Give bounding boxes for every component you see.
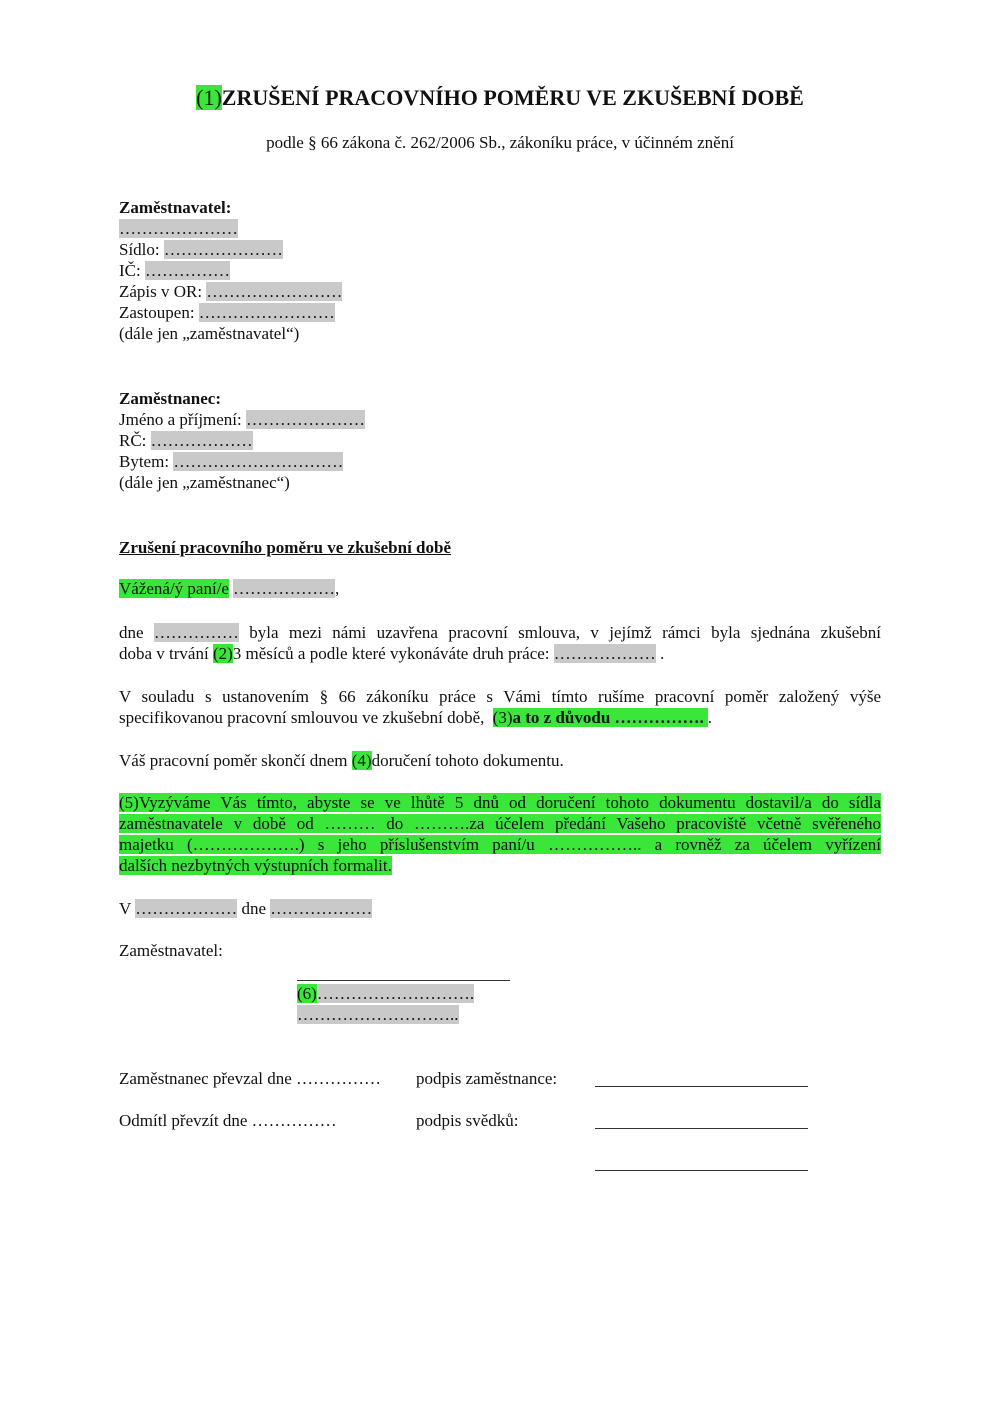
note-marker-6: (6) xyxy=(297,984,317,1003)
employee-rc-blank: ……………… xyxy=(150,431,253,450)
salutation xyxy=(119,578,339,599)
para2-line2-text: specifikovanou pracovní smlouvou ve zkušební době, xyxy=(119,708,485,727)
employer-signature-row1 xyxy=(297,983,474,1004)
witness-signature-line-2 xyxy=(595,1170,808,1171)
reason-label: a to z důvodu xyxy=(512,708,611,727)
employer-signature-label: Zaměstnavatel: xyxy=(119,941,223,960)
salutation-end: , xyxy=(334,579,340,598)
employer-rep-blank: …………………… xyxy=(198,303,335,322)
document-subtitle: podle § 66 zákona č. 262/2006 Sb., zákoníku práce, v účinném znění xyxy=(266,133,734,152)
witness-signature-line-1 xyxy=(595,1128,808,1129)
employer-name-blank: ………………… xyxy=(119,219,238,238)
received-row xyxy=(119,1068,381,1089)
salutation-blank: ……………… xyxy=(232,579,335,598)
employer-seat-label: Sídlo: xyxy=(119,240,160,259)
note-marker-2: (2) xyxy=(212,644,233,663)
employee-name-row xyxy=(119,409,365,430)
reason-highlight xyxy=(493,708,708,727)
section-heading: Zrušení pracovního poměru ve zkušební době xyxy=(119,538,452,557)
work-type-blank: ……………… xyxy=(553,644,656,663)
employer-rep-row xyxy=(119,302,335,323)
para1-line1-text: byla mezi námi uzavřena pracovní smlouva, v jejímž rámci byla sjednána zkušební xyxy=(249,623,882,642)
employee-address-blank: ………………………… xyxy=(173,452,344,471)
employer-name-row xyxy=(119,218,238,239)
para3-text: Váš pracovní poměr skončí dnem xyxy=(119,751,348,770)
place-date-row xyxy=(119,898,372,919)
employer-ic-blank: …………… xyxy=(144,261,230,280)
para1-date-label: dne xyxy=(119,623,144,642)
signature-title-blank: ……………………….. xyxy=(297,1005,459,1024)
employer-seat-row xyxy=(119,239,283,260)
signature-block-1 xyxy=(297,984,474,1003)
place-label: V xyxy=(119,899,131,918)
salutation-text: Vážená/ý paní/e xyxy=(119,579,229,598)
employer-rep-label: Zastoupen: xyxy=(119,303,195,322)
para4-line4 xyxy=(119,855,392,876)
received-date-blank: …………… xyxy=(296,1069,381,1088)
para3-post: doručení tohoto dokumentu. xyxy=(371,751,564,770)
para2-line1: V souladu s ustanovením § 66 zákoníku práce s Vámi tímto rušíme pracovní poměr založený výše xyxy=(119,687,881,706)
para4-line3 xyxy=(119,834,881,855)
refused-date-blank: …………… xyxy=(251,1111,337,1130)
employee-hereinafter: (dále jen „zaměstnanec“) xyxy=(119,473,290,492)
employee-sign-label: podpis zaměstnance: xyxy=(416,1069,558,1088)
para4-line1 xyxy=(119,792,881,813)
reason-blank: ……………. xyxy=(614,708,704,727)
para2-line2-end: . xyxy=(707,708,713,727)
note-marker-4: (4) xyxy=(351,751,372,770)
para3 xyxy=(119,750,564,771)
para1-line2-text: doba v trvání xyxy=(119,644,209,663)
employee-name-blank: ………………… xyxy=(246,410,366,429)
para4-line2 xyxy=(119,813,881,834)
para1-date-blank: …………… xyxy=(153,623,239,642)
received-label: Zaměstnanec převzal dne xyxy=(119,1069,292,1088)
employee-signature-line xyxy=(595,1086,808,1087)
employer-signature-row2 xyxy=(297,1004,459,1025)
para4-line3-text: majetku (……………….) s jeho příslušenstvím paní/u …………….. a rovněž za účelem vyřízení xyxy=(119,835,881,854)
note-marker-3: (3) xyxy=(492,708,513,727)
employee-rc-label: RČ: xyxy=(119,431,147,450)
para1-line2-mid: 3 měsíců a podle které vykonáváte druh práce: xyxy=(232,644,550,663)
employee-heading: Zaměstnanec: xyxy=(119,389,221,408)
employee-address-row xyxy=(119,451,343,472)
employer-hereinafter: (dále jen „zaměstnavatel“) xyxy=(119,324,300,343)
title-text: ZRUŠENÍ PRACOVNÍHO POMĚRU VE ZKUŠEBNÍ DOBĚ xyxy=(221,85,804,110)
place-blank: ……………… xyxy=(135,899,238,918)
refused-label: Odmítl převzít dne xyxy=(119,1111,248,1130)
note-marker-1: (1) xyxy=(196,85,222,110)
employer-ic-row xyxy=(119,260,230,281)
para1-line1 xyxy=(119,622,881,643)
signature-name-blank: ………………………. xyxy=(316,984,475,1003)
employee-name-label: Jméno a příjmení: xyxy=(119,410,242,429)
employee-address-label: Bytem: xyxy=(119,452,170,471)
employer-or-label: Zápis v OR: xyxy=(119,282,203,301)
employer-ic-label: IČ: xyxy=(119,261,141,280)
date-label: dne xyxy=(241,899,267,918)
employer-or-blank: …………………… xyxy=(206,282,343,301)
employer-or-row xyxy=(119,281,342,302)
employee-rc-row xyxy=(119,430,253,451)
para1-line2 xyxy=(119,643,664,664)
para1-line2-end: . xyxy=(660,644,665,663)
refused-row xyxy=(119,1110,337,1131)
para4-line2-text: zaměstnavatele v době od ……… do ……….za účelem předání Vašeho pracoviště včetně svěřeného xyxy=(119,814,881,833)
para4-line1-text: (5)Vyzýváme Vás tímto, abyste se ve lhůtě 5 dnů od doručení tohoto dokumentu dostavil/a do sídla xyxy=(119,793,881,812)
employer-heading: Zaměstnavatel: xyxy=(119,198,232,217)
witness-sign-label: podpis svědků: xyxy=(416,1111,519,1130)
employer-signature-line xyxy=(297,980,510,981)
document-title xyxy=(0,84,1000,112)
date-blank: ……………… xyxy=(270,899,373,918)
para4-line4-text: dalších nezbytných výstupních formalit. xyxy=(119,856,392,875)
para2-line2 xyxy=(119,707,712,728)
employer-seat-blank: ………………… xyxy=(163,240,283,259)
